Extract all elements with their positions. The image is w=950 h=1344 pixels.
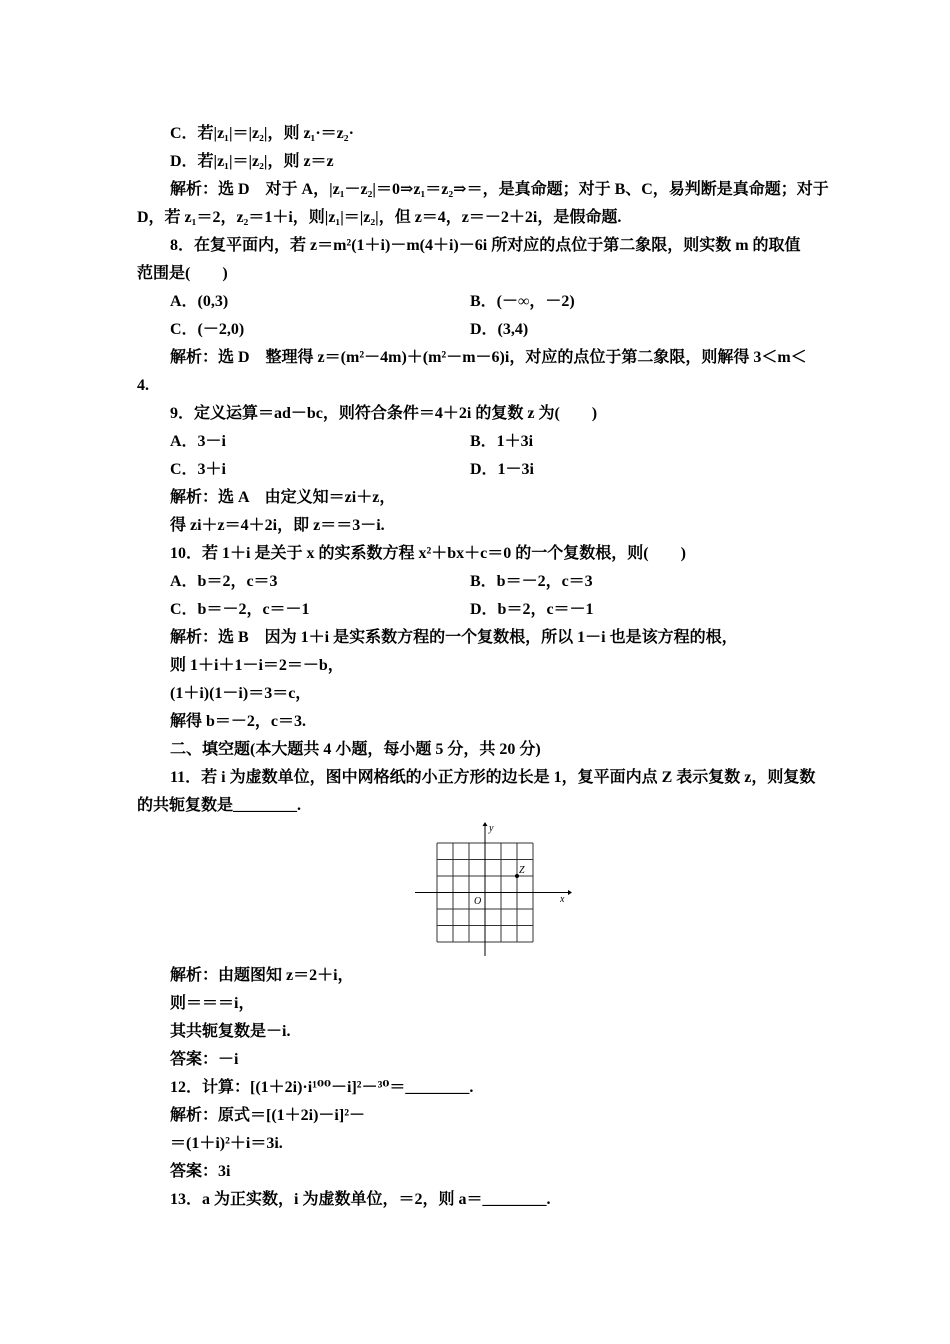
q11-stem-line1: 11．若 i 为虚数单位，图中网格纸的小正方形的边长是 1，复平面内点 Z 表示复数 z，则复数 [170,769,816,786]
q7-solution-line1: 解析：选 D 对于 A，|z₁－z₂|＝0⇒z₁＝z₂⇒＝，是真命题；对于 B、C，易判断是真命题；对于 [170,181,829,198]
q11-solution-line1: 解析：由题图知 z＝2＋i， [170,967,354,984]
origin-label: O [474,896,482,907]
q11-stem-line2: 的共轭复数是________. [137,797,302,814]
q10-option-a: A．b＝2，c＝3 [170,573,278,590]
q9-option-d: D．1－3i [470,461,535,478]
q9-option-c: C．3＋i [170,461,227,478]
q12-answer: 答案：3i [170,1163,231,1180]
q8-solution-line1: 解析：选 D 整理得 z＝(m²－4m)＋(m²－m－6)i，对应的点位于第二象限，则解得 3＜m＜ [170,349,807,366]
q9-option-a: A．3－i [170,433,227,450]
q8-stem-line1: 8．在复平面内，若 z＝m²(1＋i)－m(4＋i)－6i 所对应的点位于第二象限，则实数 m 的取值 [170,237,801,254]
q8-option-c: C．(－2,0) [170,321,245,338]
q10-solution-line1: 解析：选 B 因为 1＋i 是实系数方程的一个复数根，所以 1－i 也是该方程的根， [170,629,738,646]
q13-stem: 13．a 为正实数，i 为虚数单位，＝2，则 a＝________. [170,1191,551,1208]
q9-stem: 9．定义运算＝ad－bc，则符合条件＝4＋2i 的复数 z 为( ) [170,405,598,422]
y-axis-label: y [489,823,494,834]
point-z-label: Z [519,865,525,876]
section-heading-fill-in: 二、填空题(本大题共 4 小题，每小题 5 分，共 20 分) [170,741,541,758]
q8-stem-line2: 范围是( ) [137,265,228,282]
q8-solution-line2: 4. [137,377,149,394]
q11-answer: 答案：－i [170,1051,239,1068]
q10-solution-line4: 解得 b＝－2，c＝3. [170,713,307,730]
q8-option-b: B．(－∞，－2) [470,293,575,310]
q10-stem: 10．若 1＋i 是关于 x 的实系数方程 x²＋bx＋c＝0 的一个复数根，则( ) [170,545,686,562]
q10-option-b: B．b＝－2，c＝3 [470,573,593,590]
q10-solution-line2: 则 1＋i＋1－i＝2＝－b， [170,657,344,674]
q12-solution-line2: ＝(1＋i)²＋i＝3i. [170,1135,283,1152]
q10-option-c: C．b＝－2，c＝－1 [170,601,310,618]
q7-solution-line2: D，若 z₁＝2，z₂＝1＋i，则|z₁|＝|z₂|，但 z＝4，z＝－2＋2i，是假命题. [137,209,622,226]
q9-option-b: B．1＋3i [470,433,534,450]
q11-solution-line3: 其共轭复数是－i. [170,1023,291,1040]
q10-option-d: D．b＝2，c＝－1 [470,601,594,618]
q9-solution-line1: 解析：选 A 由定义知＝zi＋z， [170,489,396,506]
x-axis-label: x [560,894,565,905]
q8-option-a: A．(0,3) [170,293,229,310]
q11-solution-line2: 则＝＝＝i， [170,995,255,1012]
q7-option-c: C．若|z₁|＝|z₂|，则 z₁·＝z₂· [170,125,354,142]
q8-option-d: D．(3,4) [470,321,529,338]
q10-solution-line3: (1＋i)(1－i)＝3＝c， [170,685,312,702]
q12-solution-line1: 解析：原式＝[(1＋2i)－i]²－ [170,1107,366,1124]
q7-option-d: D．若|z₁|＝|z₂|，则 z＝z [170,153,334,170]
x-axis-arrow-icon [568,890,572,895]
q9-solution-line2: 得 zi＋z＝4＋2i，即 z＝＝3－i. [170,517,385,534]
complex-plane-grid-figure [410,818,580,958]
y-axis-arrow-icon [483,822,488,826]
q12-stem: 12．计算：[(1＋2i)·i¹⁰⁰－i]²－³⁰＝________. [170,1079,474,1096]
